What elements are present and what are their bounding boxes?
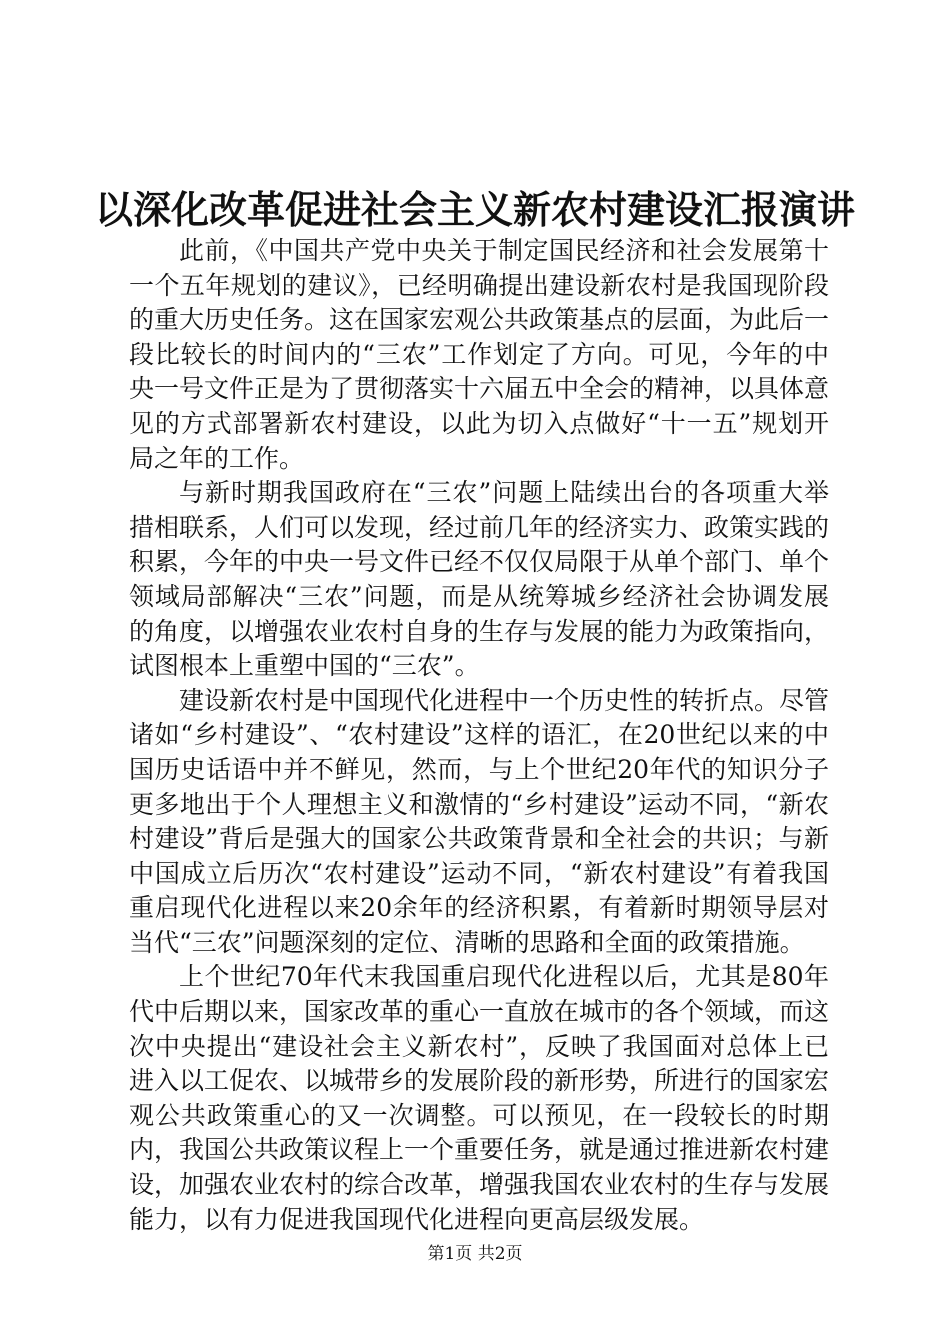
- paragraph-4: 上个世纪70年代末我国重启现代化进程以后，尤其是80年代中后期以来，国家改革的重心一直放在城市的各个领域，而这次中央提出“建设社会主义新农村”，反映了我国面对总体上已进入以工促农、以城带乡的发展阶段的新形势，所进行的国家宏观公共政策重心的又一次调整。可以预见，在一段较长的时期内，我国公共政策议程上一个重要任务，就是通过推进新农村建设，加强农业农村的综合改革，增强我国农业农村的生存与发展能力，以有力促进我国现代化进程向更高层级发展。: [129, 962, 830, 1234]
- paragraph-2: 与新时期我国政府在“三农”问题上陆续出台的各项重大举措相联系，人们可以发现，经过前几年的经济实力、政策实践的积累，今年的中央一号文件已经不仅仅局限于从单个部门、单个领域局部解决“三农”问题，而是从统筹城乡经济社会协调发展的角度，以增强农业农村自身的生存与发展的能力为政策指向，试图根本上重塑中国的“三农”。: [129, 478, 830, 681]
- paragraph-3: 建设新农村是中国现代化进程中一个历史性的转折点。尽管诸如“乡村建设”、“农村建设”这样的语汇，在20世纪以来的中国历史话语中并不鲜见，然而，与上个世纪20年代的知识分子更多地出于个人理想主义和激情的“乡村建设”运动不同，“新农村建设”背后是强大的国家公共政策背景和全社会的共识；与新中国成立后历次“农村建设”运动不同，“新农村建设”有着我国重启现代化进程以来20余年的经济积累，有着新时期领导层对当代“三农”问题深刻的定位、清晰的思路和全面的政策措施。: [129, 685, 830, 957]
- page-number-footer: 第1页 共2页: [427, 1244, 523, 1264]
- paragraph-1: 此前，《中国共产党中央关于制定国民经济和社会发展第十一个五年规划的建议》，已经明确提出建设新农村是我国现阶段的重大历史任务。这在国家宏观公共政策基点的层面，为此后一段比较长的时间内的“三农”工作划定了方向。可见，今年的中央一号文件正是为了贯彻落实十六届五中全会的精神，以具体意见的方式部署新农村建设，以此为切入点做好“十一五”规划开局之年的工作。: [129, 236, 830, 473]
- document-title: 以深化改革促进社会主义新农村建设汇报演讲: [94, 187, 855, 232]
- document-body: [129, 234, 829, 1237]
